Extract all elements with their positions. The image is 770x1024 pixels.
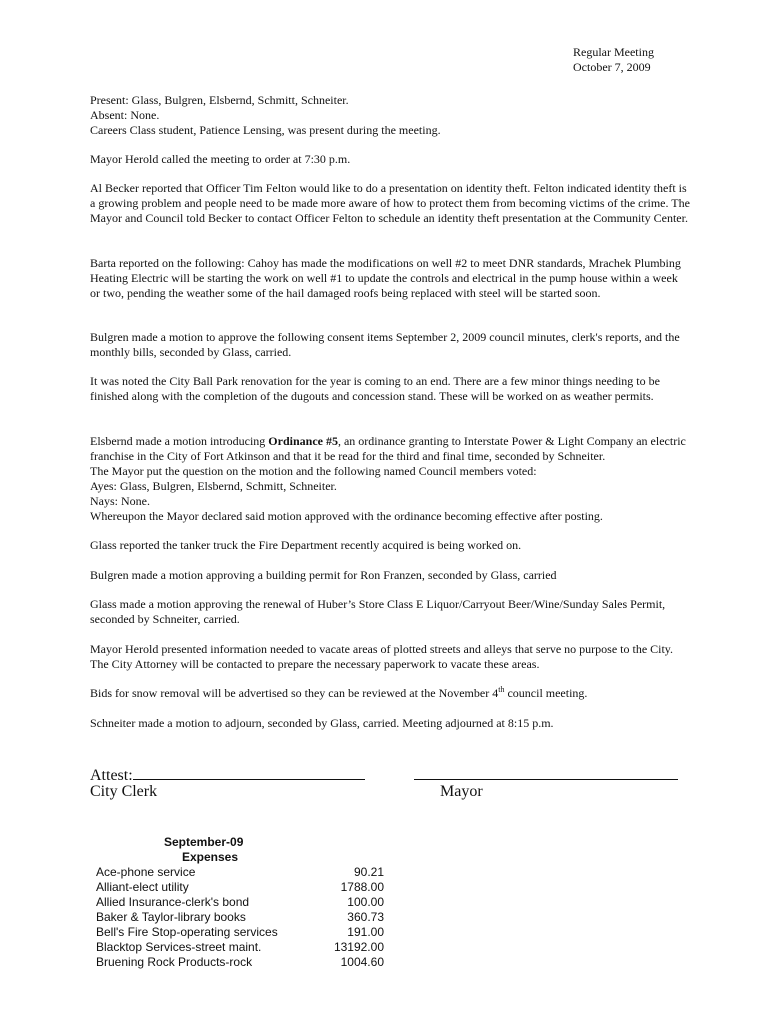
paragraph-text: Bulgren made a motion to approve the following consent items September 2, 2009 council minutes, clerk's reports, and the monthly bills, seconded by Glass, carried. — [90, 330, 680, 359]
table-row — [96, 955, 384, 970]
expense-amount: 360.73 — [347, 910, 384, 924]
table-row — [96, 910, 384, 925]
expense-name: Alliant-elect utility — [96, 880, 189, 894]
student-line: Careers Class student, Patience Lensing, was present during the meeting. — [90, 123, 441, 137]
paragraph-text — [90, 686, 690, 701]
paragraph-text: Mayor Herold presented information needed to vacate areas of plotted streets and alleys that serve no purpose to the City. The City Attorney will be contacted to prepare the necessary paperwork to vacate these areas. — [90, 642, 674, 671]
expenses-heading: Expenses — [182, 850, 239, 864]
snow-text-post: council meeting. — [504, 686, 588, 700]
table-row — [96, 880, 384, 895]
mayor-label: Mayor — [440, 783, 483, 800]
table-row — [96, 940, 384, 955]
attest-label: Attest: — [90, 767, 133, 784]
ordinance-text-post: , an ordinance granting to Interstate Power & Light Company an electric franchise in the City of Fort Atkinson and that it be read for the third and final time, seconded by Schneiter. — [90, 434, 686, 463]
paragraph-identity-theft — [90, 181, 690, 226]
city-clerk-label: City Clerk — [90, 783, 158, 800]
paragraph-text: It was noted the City Ball Park renovation for the year is coming to an end. There are a few minor things needing to be finished along with the completion of the dugouts and concession stand. These will be worked on as weather permits. — [90, 374, 660, 403]
ordinance-text-pre: Elsbernd made a motion introducing — [90, 434, 269, 448]
expense-name: Blacktop Services-street maint. — [96, 940, 262, 954]
expense-name: Ace-phone service — [96, 865, 196, 879]
expense-amount: 1004.60 — [340, 955, 384, 969]
expenses-month: September-09 — [164, 835, 244, 849]
paragraph-text: Schneiter made a motion to adjourn, seconded by Glass, carried. Meeting adjourned at 8:15 p.m. — [90, 716, 554, 730]
paragraph-text: Glass made a motion approving the renewal of Huber’s Store Class E Liquor/Carryout Beer/Wine/Sunday Sales Permit, seconded by Schneiter, carried. — [90, 597, 666, 626]
paragraph-barta-report — [90, 256, 690, 301]
table-row — [96, 925, 384, 940]
paragraph-text: Bulgren made a motion approving a building permit for Ron Franzen, seconded by Glass, carried — [90, 568, 557, 582]
attendance — [90, 93, 690, 138]
ordinance-motion — [90, 434, 690, 464]
paragraph-snow-removal — [90, 686, 690, 701]
expense-name: Baker & Taylor-library books — [96, 910, 246, 924]
ordinal-suffix: th — [498, 685, 505, 694]
paragraph-adjourn — [90, 716, 690, 731]
expense-name: Bell's Fire Stop-operating services — [96, 925, 278, 939]
nays-line: Nays: None. — [90, 494, 150, 508]
meeting-type: Regular Meeting — [573, 45, 654, 59]
expense-amount: 90.21 — [353, 865, 384, 879]
meeting-date: October 7, 2009 — [573, 60, 651, 74]
paragraph-tanker-truck — [90, 538, 690, 553]
paragraph-liquor-permit — [90, 597, 690, 627]
expense-name: Bruening Rock Products-rock — [96, 955, 253, 969]
table-row — [96, 895, 384, 910]
expense-name: Allied Insurance-clerk's bond — [96, 895, 250, 909]
meeting-header — [573, 45, 654, 75]
paragraph-vacate-streets — [90, 642, 690, 672]
attest-signature-line — [133, 764, 365, 780]
ayes-line: Ayes: Glass, Bulgren, Elsbernd, Schmitt, Schneiter. — [90, 479, 337, 493]
paragraph-call-to-order — [90, 152, 690, 167]
snow-text-pre: Bids for snow removal will be advertised so they can be reviewed at the November 4 — [90, 686, 499, 700]
paragraph-text: Al Becker reported that Officer Tim Felton would like to do a presentation on identity theft. Felton indicated identity theft is a growing problem and people need to be made more aware of how to protect them from becoming victims of the crime. The Mayor and Council told Becker to contact Officer Felton to schedule an identity theft presentation at the Community Center. — [90, 181, 690, 225]
paragraph-consent-items — [90, 330, 690, 360]
paragraph-ball-park — [90, 374, 690, 404]
absent-line: Absent: None. — [90, 108, 160, 122]
paragraph-text: Glass reported the tanker truck the Fire Department recently acquired is being worked on. — [90, 538, 522, 552]
vote-intro: The Mayor put the question on the motion and the following named Council members voted: — [90, 464, 537, 478]
result-line: Whereupon the Mayor declared said motion approved with the ordinance becoming effective after posting. — [90, 509, 603, 523]
expense-amount: 100.00 — [347, 895, 384, 909]
ordinance-number: Ordinance #5 — [268, 434, 338, 448]
paragraph-text: Mayor Herold called the meeting to order at 7:30 p.m. — [90, 152, 351, 166]
expense-amount: 1788.00 — [340, 880, 384, 894]
table-row — [96, 865, 384, 880]
mayor-signature-line — [414, 764, 678, 780]
expense-amount: 13192.00 — [333, 940, 384, 954]
present-line: Present: Glass, Bulgren, Elsbernd, Schmitt, Schneiter. — [90, 93, 349, 107]
expense-amount: 191.00 — [347, 925, 384, 939]
paragraph-text: Barta reported on the following: Cahoy has made the modifications on well #2 to meet DNR standards, Mrachek Plumbing Heating Electric will be starting the work on well #1 to update the controls and electrical in the pump house within a week or two, pending the weather some of the hail damaged roofs being replaced with steel will be started soon. — [90, 256, 681, 300]
paragraph-ordinance — [90, 434, 690, 524]
paragraph-building-permit — [90, 568, 690, 583]
